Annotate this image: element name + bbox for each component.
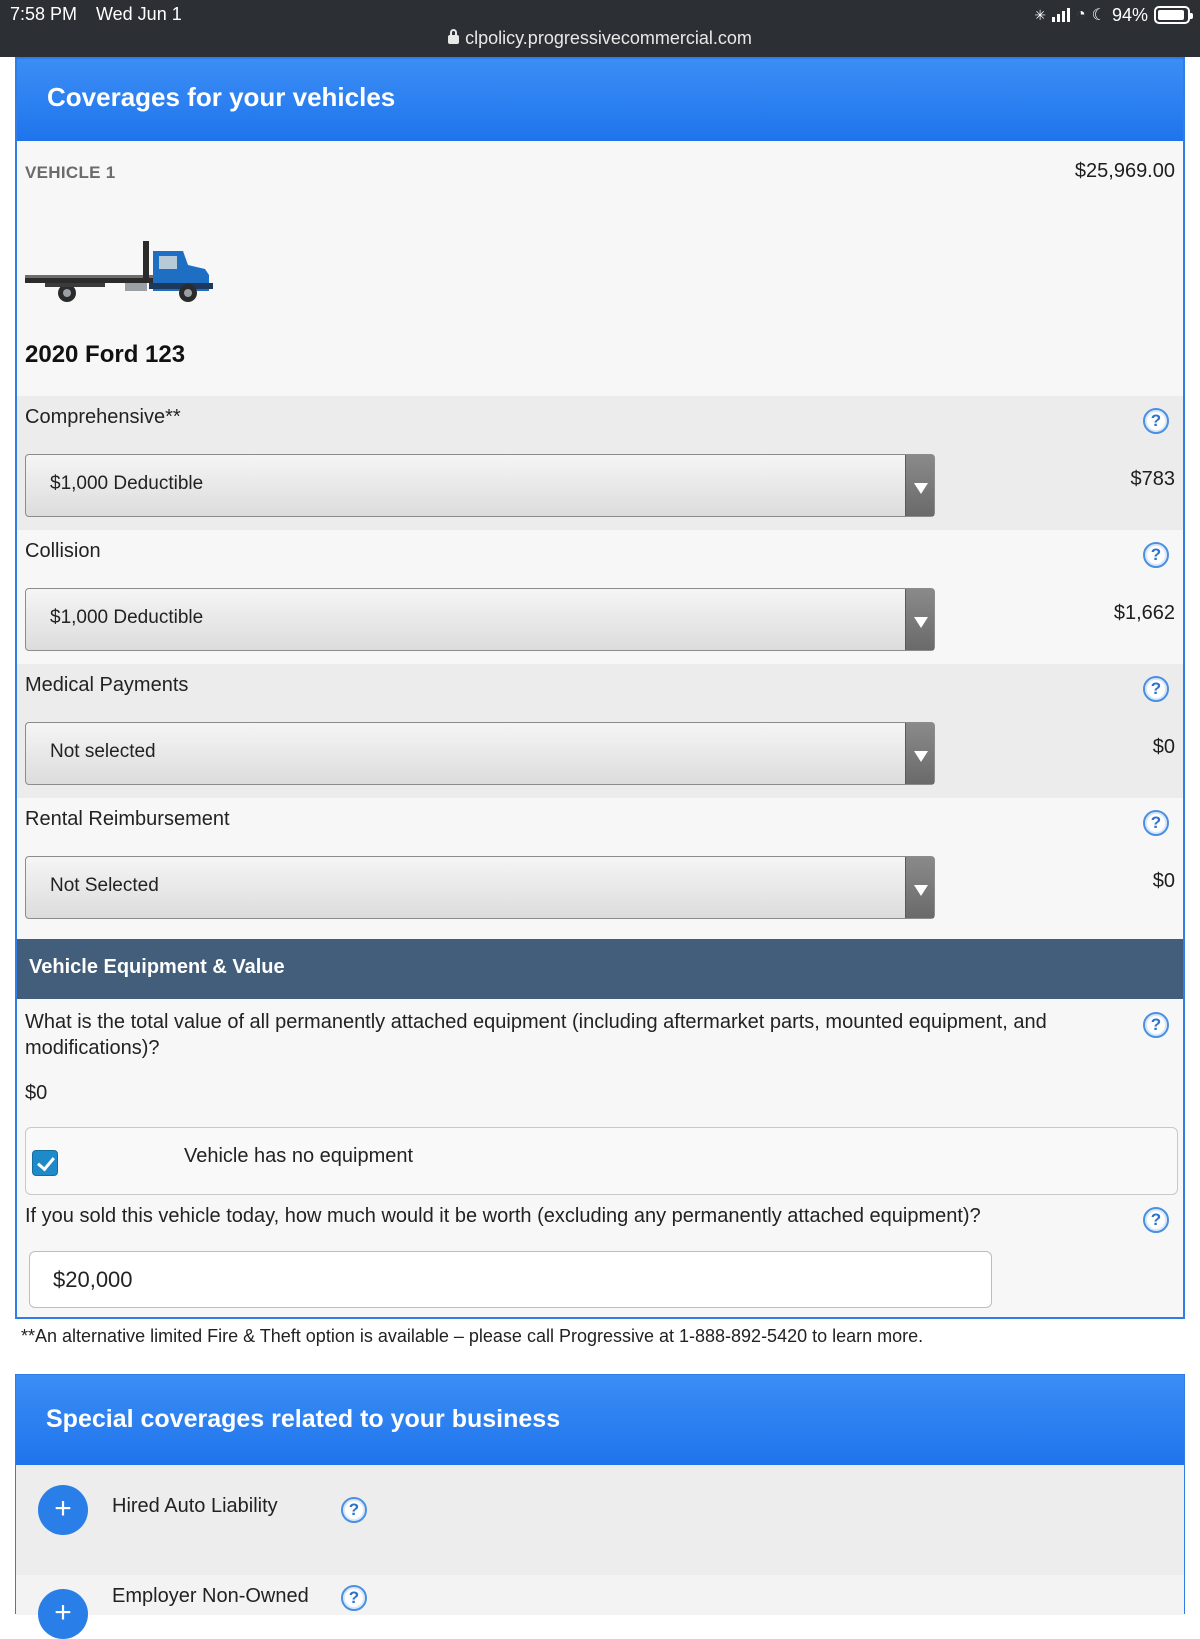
coverage-label: Rental Reimbursement bbox=[25, 808, 230, 830]
no-equipment-option[interactable] bbox=[25, 1127, 1178, 1195]
special-item-label: Hired Auto Liability bbox=[112, 1495, 278, 1517]
equipment-question: What is the total value of all permanently attached equipment (including aftermarket parts, mounted equipment, and modifications)? bbox=[25, 1011, 1047, 1059]
dropdown-arrow-icon bbox=[905, 723, 934, 784]
help-icon[interactable]: ? bbox=[341, 1497, 367, 1523]
vehicle-worth-question: If you sold this vehicle today, how much would it be worth (excluding any permanently attached equipment)? bbox=[25, 1205, 981, 1227]
coverage-row-rental-reimbursement bbox=[17, 798, 1183, 932]
medical-payments-select[interactable] bbox=[25, 722, 935, 785]
equipment-value: $0 bbox=[25, 1082, 48, 1104]
coverage-label: Comprehensive** bbox=[25, 406, 181, 428]
wifi-icon: ◔ bbox=[1075, 6, 1086, 23]
flatbed-truck-image bbox=[25, 239, 215, 309]
no-equipment-label: Vehicle has no equipment bbox=[184, 1145, 414, 1167]
add-hired-auto-liability-button[interactable]: + bbox=[38, 1485, 88, 1535]
address-bar[interactable] bbox=[0, 28, 1200, 49]
status-time: 7:58 PM bbox=[10, 4, 78, 24]
help-icon[interactable]: ? bbox=[1143, 676, 1169, 702]
help-icon[interactable]: ? bbox=[1143, 542, 1169, 568]
coverage-price: $1,662 bbox=[1113, 602, 1175, 624]
battery-percent: 94% bbox=[1111, 4, 1148, 25]
dropdown-arrow-icon bbox=[905, 455, 934, 516]
vehicle-worth-input[interactable]: $20,000 bbox=[29, 1251, 992, 1308]
no-equipment-checkbox[interactable] bbox=[32, 1150, 58, 1176]
coverage-row-medical-payments bbox=[17, 664, 1183, 798]
coverage-price: $0 bbox=[1152, 736, 1175, 758]
coverage-price: $0 bbox=[1152, 870, 1175, 892]
help-icon[interactable]: ? bbox=[1143, 1207, 1169, 1233]
coverage-price: $783 bbox=[1130, 468, 1175, 490]
coverage-label: Collision bbox=[25, 540, 101, 562]
status-date: Wed Jun 1 bbox=[96, 4, 182, 24]
dropdown-arrow-icon bbox=[905, 857, 934, 918]
rental-reimbursement-select[interactable] bbox=[25, 856, 935, 919]
select-value: $1,000 Deductible bbox=[50, 607, 204, 628]
coverage-row-collision bbox=[17, 530, 1183, 664]
vehicle-name: 2020 Ford 123 bbox=[25, 341, 186, 368]
coverage-label: Medical Payments bbox=[25, 674, 189, 696]
special-coverages-header: Special coverages related to your business bbox=[16, 1375, 1184, 1465]
special-item-hired-auto-liability bbox=[16, 1465, 1184, 1575]
lock-icon bbox=[448, 35, 459, 44]
special-coverages-card bbox=[15, 1374, 1185, 1629]
select-value: Not Selected bbox=[50, 875, 159, 896]
help-icon[interactable]: ? bbox=[1143, 810, 1169, 836]
comprehensive-select[interactable] bbox=[25, 454, 935, 517]
collision-select[interactable] bbox=[25, 588, 935, 651]
help-icon[interactable]: ? bbox=[1143, 408, 1169, 434]
moon-icon: ☾ bbox=[1091, 7, 1106, 24]
dropdown-arrow-icon bbox=[905, 589, 934, 650]
special-item-label: Employer Non-Owned bbox=[112, 1585, 309, 1607]
select-value: Not selected bbox=[50, 741, 156, 762]
coverage-row-comprehensive bbox=[17, 396, 1183, 530]
help-icon[interactable]: ? bbox=[341, 1585, 367, 1611]
special-item-employer-non-owned bbox=[16, 1575, 1184, 1629]
signal-icon bbox=[1052, 8, 1070, 22]
loading-icon: ✳ bbox=[1034, 6, 1046, 23]
vehicle-total-price: $25,969.00 bbox=[1074, 160, 1175, 182]
equipment-section-header: Vehicle Equipment & Value bbox=[17, 939, 1183, 999]
help-icon[interactable]: ? bbox=[1143, 1012, 1169, 1038]
footnote: **An alternative limited Fire & Theft option is available – please call Progressive at 1-888-892-5420 to learn more. bbox=[21, 1326, 924, 1346]
battery-icon bbox=[1154, 6, 1190, 24]
url-text: clpolicy.progressivecommercial.com bbox=[465, 28, 752, 48]
coverages-card bbox=[15, 57, 1185, 1319]
status-indicators bbox=[1034, 3, 1190, 27]
vehicle-label: VEHICLE 1 bbox=[25, 163, 116, 182]
status-bar bbox=[0, 0, 1200, 57]
add-employer-non-owned-button[interactable]: + bbox=[38, 1589, 88, 1639]
select-value: $1,000 Deductible bbox=[50, 473, 204, 494]
coverages-header: Coverages for your vehicles bbox=[17, 59, 1183, 141]
